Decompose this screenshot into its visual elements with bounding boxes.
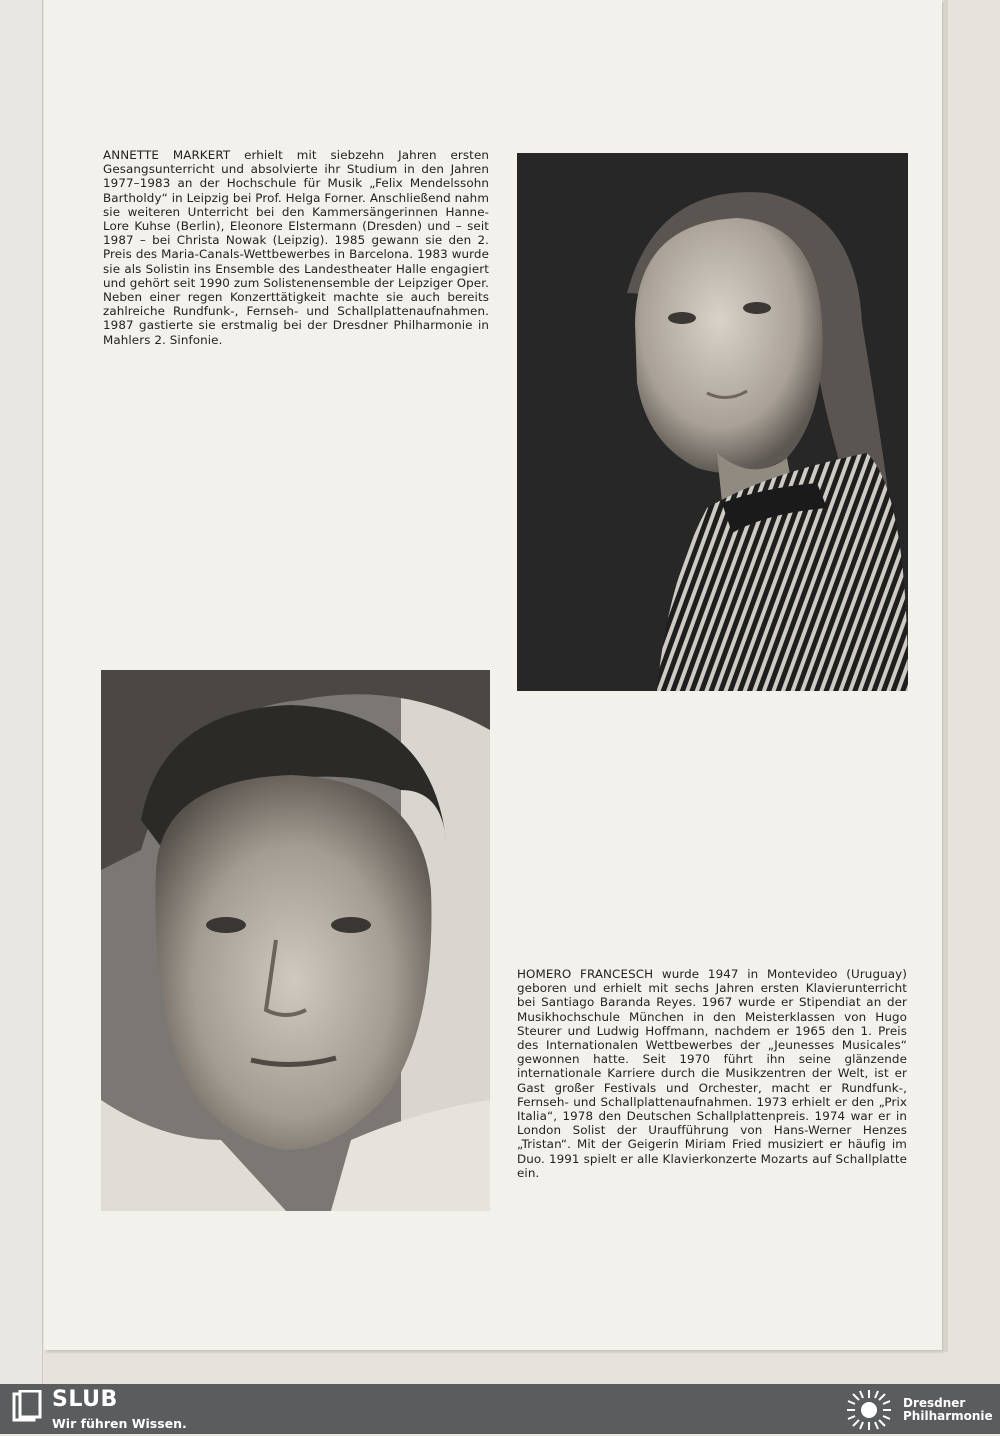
- portrait-woman-photo: [517, 153, 908, 691]
- partner-name-line2: Philharmonie: [903, 1409, 993, 1423]
- slub-tagline: Wir führen Wissen.: [52, 1416, 187, 1431]
- previous-page-edge: [0, 0, 43, 1384]
- slub-logo-icon[interactable]: [12, 1390, 42, 1428]
- bio-homero-francesch: HOMERO FRANCESCH wurde 1947 in Montevideo (Uruguay) geboren und erhielt mit sechs Jahren ersten Klavierunterricht bei Santiago Baranda Reyes. 1967 wurde er Stipendiat an der Musikhochschule München in den Meisterklassen von Hugo Steurer und Ludwig Hoffmann, nachdem er 1965 den 1. Preis des Internationalen Wettbewerbes der „Jeunesses Musicales“ gewonnen hatte. Seit 1970 führt ihn seine glänzende internationale Karriere durch die Musikzentren der Welt, ist er Gast großer Festivals und Orchester, macht er Rundfunk-, Fernseh- und Schallplattenaufnahmen. 1973 erhielt er den „Prix Italia“, 1978 den Deutschen Schallplattenpreis. 1974 war er in London Solist der Uraufführung von Hans-Werner Henzes „Tristan“. Mit der Geigerin Miriam Fried musiziert er häufig im Duo. 1991 spielt er alle Klavierkonzerte Mozarts auf Schallplatte ein.: [517, 967, 907, 1180]
- bio-annette-markert: ANNETTE MARKERT erhielt mit siebzehn Jahren ersten Gesangsunterricht und absolvierte ihr Studium in den Jahren 1977–1983 an der Hochschule für Musik „Felix Mendelssohn Bartholdy“ in Leipzig bei Prof. Helga Forner. Anschließend nahm sie weiteren Unterricht bei den Kammersängerinnen Hanne-Lore Kuhse (Berlin), Eleonore Elstermann (Dresden) und – seit 1987 – bei Christa Nowak (Leipzig). 1985 gewann sie den 2. Preis des Maria-Canals-Wettbewerbes in Barcelona. 1983 wurde sie als Solistin ins Ensemble des Landestheater Halle engagiert und gehört seit 1990 zum Solistenensemble der Leipziger Oper. Neben einer regen Konzerttätigkeit machte sie auch bereits zahlreiche Rundfunk-, Fernseh- und Schallplattenaufnahmen. 1987 gastierte sie erstmalig bei der Dresdner Philharmonie in Mahlers 2. Sinfonie.: [103, 148, 489, 347]
- slub-name[interactable]: SLUB: [52, 1387, 118, 1412]
- page-edge-shadow: [944, 0, 948, 1352]
- partner-name-line1: Dresdner: [903, 1396, 966, 1410]
- portrait-man-photo: [101, 670, 490, 1211]
- dresdner-philharmonie-logo-icon[interactable]: [842, 1388, 896, 1436]
